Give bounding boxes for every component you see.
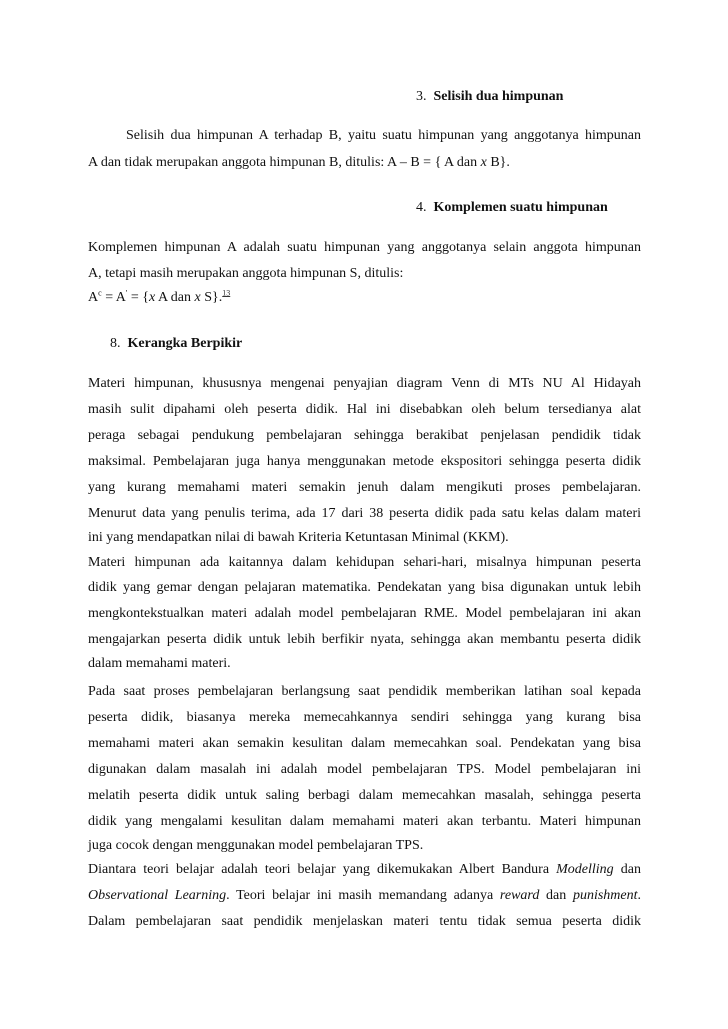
paragraph-line: digunakan dalam masalah ini adalah model pembelajaran TPS. Model pembelajaran ini bbox=[88, 762, 641, 777]
superscript: c bbox=[98, 288, 102, 298]
text-run: Diantara teori belajar adalah teori belajar yang dikemukakan Albert Bandura bbox=[88, 862, 557, 877]
text-run-italic: x bbox=[480, 155, 487, 170]
section-title: Kerangka Berpikir bbox=[127, 336, 243, 351]
section-number: 3. bbox=[416, 89, 427, 104]
paragraph-line: memahami materi akan semakin kesulitan dalam memecahkan soal. Pendekatan yang bisa bbox=[88, 736, 641, 751]
superscript: ' bbox=[125, 288, 128, 298]
text-run: A dan tidak merupakan anggota himpunan B, ditulis: A – B = { A dan bbox=[88, 155, 481, 170]
paragraph-line: Materi himpunan, khususnya mengenai penyajian diagram Venn di MTs NU Al Hidayah bbox=[88, 376, 641, 391]
paragraph-line: mengkontekstualkan materi adalah model pembelajaran RME. Model pembelajaran ini akan bbox=[88, 606, 641, 621]
text-run: B}. bbox=[486, 155, 510, 170]
paragraph-line: maksimal. Pembelajaran juga hanya menggunakan metode ekspositori sehingga peserta didik bbox=[88, 454, 641, 469]
text-run-italic: reward bbox=[499, 888, 540, 903]
text-run-italic: Modelling bbox=[556, 862, 614, 877]
section-number: 4. bbox=[416, 200, 427, 215]
paragraph-line: Dalam pembelajaran saat pendidik menjelaskan materi tentu tidak semua peserta didik bbox=[88, 914, 641, 929]
text-run: = A bbox=[101, 290, 126, 305]
paragraph-line: didik yang gemar dengan pelajaran matematika. Pendekatan yang bisa digunakan untuk lebih bbox=[88, 580, 641, 595]
text-run-italic: Observational Learning bbox=[88, 888, 227, 903]
paragraph-line: masih sulit dipahami oleh peserta didik. Hal ini disebabkan oleh belum tersedianya alat bbox=[88, 402, 641, 417]
footnote-ref-link[interactable]: 13 bbox=[222, 288, 231, 298]
paragraph-line: Menurut data yang penulis terima, ada 17 dari 38 peserta didik pada satu kelas dalam materi bbox=[88, 506, 641, 521]
paragraph-line: peserta didik, biasanya mereka memecahkannya sendiri sehingga yang kurang bisa bbox=[88, 710, 641, 725]
text-run: . Teori belajar ini masih memandang adanya bbox=[226, 888, 500, 903]
section-heading-4 bbox=[416, 200, 608, 216]
paragraph-line: ini yang mendapatkan nilai di bawah Kriteria Ketuntasan Minimal (KKM). bbox=[88, 530, 509, 545]
paragraph-line: dalam memahami materi. bbox=[88, 656, 231, 671]
paragraph-line: Materi himpunan ada kaitannya dalam kehidupan sehari-hari, misalnya himpunan peserta bbox=[88, 555, 641, 570]
paragraph-line: melatih peserta didik untuk saling berbagi dalam memecahkan masalah, sehingga peserta bbox=[88, 788, 641, 803]
paragraph-line: peraga sebagai pendukung pembelajaran sehingga berakibat penjelasan pendidik tidak bbox=[88, 428, 641, 443]
paragraph-line: juga cocok dengan menggunakan model pembelajaran TPS. bbox=[88, 838, 424, 853]
text-run: = { bbox=[127, 290, 149, 305]
text-run-italic: x bbox=[194, 290, 201, 305]
section-title: Komplemen suatu himpunan bbox=[433, 200, 608, 215]
text-run: . bbox=[637, 888, 641, 903]
section-heading-3 bbox=[416, 89, 563, 105]
paragraph-line: A, tetapi masih merupakan anggota himpunan S, ditulis: bbox=[88, 266, 404, 281]
paragraph-line bbox=[88, 155, 510, 171]
text-run: A bbox=[88, 290, 99, 305]
paragraph-line bbox=[88, 888, 641, 904]
text-run: S}. bbox=[200, 290, 223, 305]
section-title: Selisih dua himpunan bbox=[433, 89, 564, 104]
text-run: A dan bbox=[155, 290, 195, 305]
text-run-italic: x bbox=[149, 290, 156, 305]
paragraph-line: didik yang mengalami kesulitan dalam memahami materi akan terbantu. Materi himpunan bbox=[88, 814, 641, 829]
formula-line bbox=[88, 290, 230, 306]
text-run-italic: punishment bbox=[572, 888, 638, 903]
paragraph-line: Komplemen himpunan A adalah suatu himpunan yang anggotanya selain anggota himpunan bbox=[88, 240, 641, 255]
section-number: 8. bbox=[110, 336, 121, 351]
paragraph-line: Selisih dua himpunan A terhadap B, yaitu suatu himpunan yang anggotanya himpunan bbox=[126, 128, 641, 143]
text-run: dan bbox=[539, 888, 573, 903]
paragraph-line: yang kurang memahami materi semakin jenuh dalam mengikuti proses pembelajaran. bbox=[88, 480, 641, 495]
paragraph-line: mengajarkan peserta didik untuk lebih berfikir nyata, sehingga akan membantu peserta didik bbox=[88, 632, 641, 647]
paragraph-line: Pada saat proses pembelajaran berlangsung saat pendidik memberikan latihan soal kepada bbox=[88, 684, 641, 699]
text-run: dan bbox=[613, 862, 641, 877]
section-heading-8 bbox=[110, 336, 242, 352]
paragraph-line bbox=[88, 862, 641, 878]
